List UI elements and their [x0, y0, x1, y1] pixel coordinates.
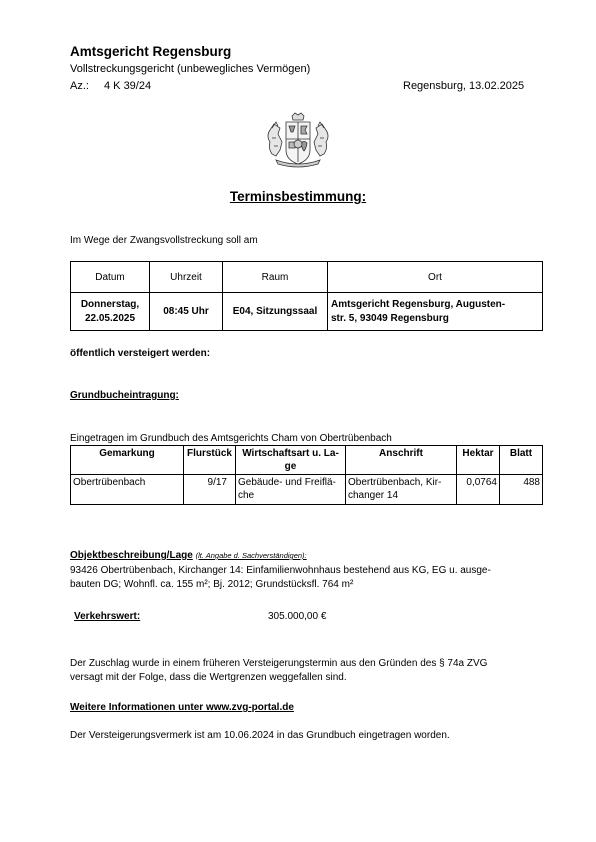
vermerk-text: Der Versteigerungsvermerk ist am 10.06.2024 in das Grundbuch eingetragen worden. — [70, 730, 450, 741]
zuschlag-line2: versagt mit der Folge, dass die Wertgrenzen weggefallen sind. — [70, 672, 347, 683]
col-uhrzeit: Uhrzeit — [150, 262, 223, 293]
termin-raum: E04, Sitzungssaal — [223, 293, 328, 331]
termin-datum-date: 22.05.2025 — [84, 312, 136, 324]
cell-gemarkung: Obertrübenbach — [71, 475, 184, 505]
col-ort: Ort — [328, 262, 543, 293]
col-wirtschaftsart: Wirtschaftsart u. La-ge — [236, 446, 346, 475]
objekt-heading-line — [70, 550, 307, 561]
court-subtitle: Vollstreckungsgericht (unbewegliches Vermögen) — [70, 63, 311, 75]
objekt-line2: bauten DG; Wohnfl. ca. 155 m²; Bj. 2012; Grundstücksfl. 764 m² — [70, 579, 354, 590]
court-name: Amtsgericht Regensburg — [70, 44, 232, 59]
az-label: Az.: — [70, 80, 89, 92]
cell-anschrift: Obertrübenbach, Kir-changer 14 — [346, 475, 457, 505]
termin-ort-line1: Amtsgericht Regensburg, Augusten- — [331, 298, 506, 310]
termin-ort-line2: str. 5, 93049 Regensburg — [331, 312, 449, 324]
cell-blatt: 488 — [500, 475, 543, 505]
zuschlag-line1: Der Zuschlag wurde in einem früheren Versteigerungstermin aus den Gründen des § 74a ZVG — [70, 658, 488, 669]
termin-datum-day: Donnerstag, — [80, 298, 140, 310]
table-row — [71, 475, 543, 505]
grundbuch-table — [70, 445, 543, 505]
cell-wirtschaftsart: Gebäude- und Freiflä-che — [236, 475, 346, 505]
termin-datum — [71, 293, 150, 331]
coat-of-arms-icon — [262, 112, 334, 170]
termin-table — [70, 261, 543, 331]
table-row — [71, 293, 543, 331]
col-blatt: Blatt — [500, 446, 543, 475]
objekt-note: (lt. Angabe d. Sachverständigen): — [195, 551, 307, 560]
col-raum: Raum — [223, 262, 328, 293]
page-title: Terminsbestimmung: — [229, 189, 367, 204]
col-flurstueck: Flurstück — [184, 446, 236, 475]
place-date: Regensburg, 13.02.2025 — [403, 80, 525, 92]
col-gemarkung: Gemarkung — [71, 446, 184, 475]
az-value: 4 K 39/24 — [104, 80, 152, 92]
termin-uhrzeit: 08:45 Uhr — [150, 293, 223, 331]
info-link[interactable]: Weitere Informationen unter www.zvg-portal.de — [70, 702, 294, 713]
objekt-line1: 93426 Obertrübenbach, Kirchanger 14: Einfamilienwohnhaus bestehend aus KG, EG u. ausge- — [70, 565, 491, 576]
termin-ort — [328, 293, 543, 331]
grundbuch-intro: Eingetragen im Grundbuch des Amtsgerichts Cham von Obertrübenbach — [70, 433, 392, 444]
intro-text: Im Wege der Zwangsvollstreckung soll am — [70, 235, 258, 246]
cell-flurstueck: 9/17 — [184, 475, 236, 505]
cell-hektar: 0,0764 — [457, 475, 500, 505]
grundbuch-table-header — [71, 446, 543, 475]
verkehrswert-value: 305.000,00 € — [268, 611, 327, 622]
termin-table-header — [71, 262, 543, 293]
versteigert-text: öffentlich versteigert werden: — [70, 348, 211, 359]
case-number — [70, 80, 151, 92]
col-hektar: Hektar — [457, 446, 500, 475]
grundbuch-heading: Grundbucheintragung: — [70, 390, 179, 401]
objekt-heading: Objektbeschreibung/Lage — [70, 550, 193, 561]
col-anschrift: Anschrift — [346, 446, 457, 475]
col-datum: Datum — [71, 262, 150, 293]
verkehrswert-label: Verkehrswert: — [74, 611, 141, 622]
